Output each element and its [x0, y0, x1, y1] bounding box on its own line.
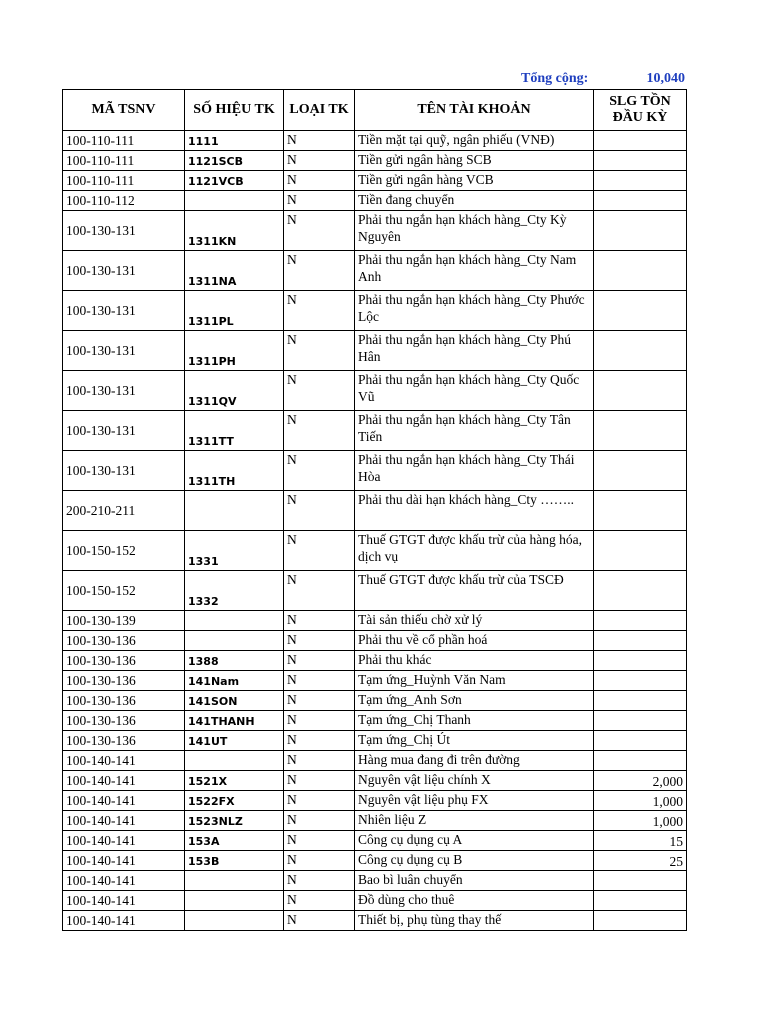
cell-so-hieu-tk: 1332 — [185, 571, 284, 611]
cell-slg-ton: 15 — [594, 831, 687, 851]
table-row — [63, 771, 687, 791]
cell-slg-ton: 2,000 — [594, 771, 687, 791]
table-row — [63, 731, 687, 751]
table-row — [63, 651, 687, 671]
cell-ten-tai-khoan: Phải thu khác — [355, 651, 594, 671]
cell-slg-ton — [594, 911, 687, 931]
cell-so-hieu-tk — [185, 891, 284, 911]
cell-loai-tk: N — [284, 331, 355, 371]
cell-so-hieu-tk: 1311PH — [185, 331, 284, 371]
table-row — [63, 491, 687, 531]
table-row — [63, 631, 687, 651]
cell-so-hieu-tk: 141UT — [185, 731, 284, 751]
cell-loai-tk: N — [284, 651, 355, 671]
cell-so-hieu-tk: 1311QV — [185, 371, 284, 411]
total-label: Tổng cộng: — [521, 71, 589, 86]
cell-slg-ton — [594, 631, 687, 651]
cell-slg-ton — [594, 711, 687, 731]
cell-so-hieu-tk: 1388 — [185, 651, 284, 671]
cell-ten-tai-khoan: Tài sản thiếu chờ xử lý — [355, 611, 594, 631]
cell-loai-tk: N — [284, 711, 355, 731]
cell-slg-ton — [594, 411, 687, 451]
cell-slg-ton — [594, 531, 687, 571]
cell-ten-tai-khoan: Tiền gửi ngân hàng VCB — [355, 171, 594, 191]
table-row — [63, 831, 687, 851]
cell-ten-tai-khoan: Phải thu ngắn hạn khách hàng_Cty Nam Anh — [355, 251, 594, 291]
cell-slg-ton — [594, 251, 687, 291]
cell-loai-tk: N — [284, 671, 355, 691]
cell-ten-tai-khoan: Phải thu ngắn hạn khách hàng_Cty Phước Lộc — [355, 291, 594, 331]
cell-loai-tk: N — [284, 811, 355, 831]
table-row — [63, 911, 687, 931]
cell-loai-tk: N — [284, 871, 355, 891]
cell-loai-tk: N — [284, 631, 355, 651]
cell-ten-tai-khoan: Đồ dùng cho thuê — [355, 891, 594, 911]
cell-loai-tk: N — [284, 251, 355, 291]
cell-loai-tk: N — [284, 751, 355, 771]
table-row — [63, 331, 687, 371]
cell-so-hieu-tk — [185, 631, 284, 651]
table-row — [63, 891, 687, 911]
header-slg-ton: SLG TỒN ĐẦU KỲ — [594, 90, 687, 131]
cell-ten-tai-khoan: Tiền đang chuyển — [355, 191, 594, 211]
table-row — [63, 291, 687, 331]
cell-slg-ton — [594, 731, 687, 751]
table-row — [63, 251, 687, 291]
cell-so-hieu-tk — [185, 871, 284, 891]
cell-ten-tai-khoan: Tạm ứng_Huỳnh Văn Nam — [355, 671, 594, 691]
cell-loai-tk: N — [284, 531, 355, 571]
cell-slg-ton — [594, 151, 687, 171]
table-row — [63, 171, 687, 191]
table-row — [63, 411, 687, 451]
cell-slg-ton — [594, 451, 687, 491]
table-row — [63, 451, 687, 491]
cell-ma-tsnv: 100-110-111 — [63, 171, 185, 191]
cell-so-hieu-tk — [185, 611, 284, 631]
cell-loai-tk: N — [284, 611, 355, 631]
table-row — [63, 811, 687, 831]
cell-slg-ton — [594, 211, 687, 251]
cell-ma-tsnv: 100-130-131 — [63, 251, 185, 291]
cell-ma-tsnv: 100-130-136 — [63, 651, 185, 671]
cell-so-hieu-tk: 1522FX — [185, 791, 284, 811]
cell-so-hieu-tk — [185, 911, 284, 931]
cell-slg-ton — [594, 671, 687, 691]
cell-so-hieu-tk: 1311TT — [185, 411, 284, 451]
cell-so-hieu-tk — [185, 751, 284, 771]
table-row — [63, 131, 687, 151]
cell-slg-ton — [594, 131, 687, 151]
cell-ten-tai-khoan: Bao bì luân chuyển — [355, 871, 594, 891]
cell-slg-ton — [594, 751, 687, 771]
cell-ma-tsnv: 100-150-152 — [63, 531, 185, 571]
cell-ma-tsnv: 100-130-131 — [63, 291, 185, 331]
cell-ma-tsnv: 100-140-141 — [63, 891, 185, 911]
cell-so-hieu-tk: 1121SCB — [185, 151, 284, 171]
cell-slg-ton — [594, 371, 687, 411]
cell-so-hieu-tk: 1311NA — [185, 251, 284, 291]
cell-slg-ton — [594, 331, 687, 371]
cell-ma-tsnv: 100-130-136 — [63, 631, 185, 651]
cell-loai-tk: N — [284, 851, 355, 871]
cell-loai-tk: N — [284, 371, 355, 411]
cell-ma-tsnv: 100-130-136 — [63, 711, 185, 731]
cell-slg-ton: 1,000 — [594, 791, 687, 811]
cell-loai-tk: N — [284, 771, 355, 791]
cell-loai-tk: N — [284, 131, 355, 151]
cell-ma-tsnv: 100-140-141 — [63, 771, 185, 791]
cell-ma-tsnv: 100-130-131 — [63, 211, 185, 251]
cell-so-hieu-tk: 1121VCB — [185, 171, 284, 191]
table-row — [63, 571, 687, 611]
cell-ten-tai-khoan: Thuế GTGT được khấu trừ của hàng hóa, dịch vụ — [355, 531, 594, 571]
cell-loai-tk: N — [284, 571, 355, 611]
cell-so-hieu-tk: 141THANH — [185, 711, 284, 731]
cell-ma-tsnv: 100-140-141 — [63, 871, 185, 891]
cell-ten-tai-khoan: Thuế GTGT được khấu trừ của TSCĐ — [355, 571, 594, 611]
cell-ma-tsnv: 100-140-141 — [63, 911, 185, 931]
cell-ten-tai-khoan: Hàng mua đang đi trên đường — [355, 751, 594, 771]
header-loai-tk: LOẠI TK — [284, 90, 355, 131]
header-ma-tsnv: MÃ TSNV — [63, 90, 185, 131]
cell-loai-tk: N — [284, 451, 355, 491]
cell-slg-ton — [594, 191, 687, 211]
cell-so-hieu-tk — [185, 191, 284, 211]
cell-ma-tsnv: 100-130-131 — [63, 331, 185, 371]
cell-ten-tai-khoan: Phải thu ngắn hạn khách hàng_Cty Quốc Vũ — [355, 371, 594, 411]
cell-so-hieu-tk: 1331 — [185, 531, 284, 571]
cell-ten-tai-khoan: Nhiên liệu Z — [355, 811, 594, 831]
cell-ma-tsnv: 200-210-211 — [63, 491, 185, 531]
table-row — [63, 531, 687, 571]
cell-slg-ton — [594, 871, 687, 891]
cell-loai-tk: N — [284, 171, 355, 191]
table-row — [63, 851, 687, 871]
cell-ten-tai-khoan: Nguyên vật liệu phụ FX — [355, 791, 594, 811]
table-row — [63, 371, 687, 411]
cell-slg-ton: 25 — [594, 851, 687, 871]
cell-so-hieu-tk: 153B — [185, 851, 284, 871]
cell-ten-tai-khoan: Tạm ứng_Anh Sơn — [355, 691, 594, 711]
cell-ten-tai-khoan: Phải thu dài hạn khách hàng_Cty …….. — [355, 491, 594, 531]
table-row — [63, 611, 687, 631]
cell-loai-tk: N — [284, 211, 355, 251]
cell-ma-tsnv: 100-110-111 — [63, 151, 185, 171]
cell-so-hieu-tk: 141SON — [185, 691, 284, 711]
account-table — [62, 89, 687, 931]
table-row — [63, 791, 687, 811]
table-row — [63, 751, 687, 771]
table-row — [63, 191, 687, 211]
cell-ten-tai-khoan: Tạm ứng_Chị Út — [355, 731, 594, 751]
cell-slg-ton: 1,000 — [594, 811, 687, 831]
total-summary — [0, 70, 768, 90]
cell-ten-tai-khoan: Phải thu về cổ phần hoá — [355, 631, 594, 651]
cell-ma-tsnv: 100-130-136 — [63, 671, 185, 691]
cell-ten-tai-khoan: Phải thu ngắn hạn khách hàng_Cty Phú Hân — [355, 331, 594, 371]
cell-ten-tai-khoan: Tiền gửi ngân hàng SCB — [355, 151, 594, 171]
cell-loai-tk: N — [284, 191, 355, 211]
cell-so-hieu-tk: 1523NLZ — [185, 811, 284, 831]
cell-ma-tsnv: 100-140-141 — [63, 831, 185, 851]
cell-ten-tai-khoan: Tạm ứng_Chị Thanh — [355, 711, 594, 731]
cell-loai-tk: N — [284, 411, 355, 451]
cell-ma-tsnv: 100-140-141 — [63, 751, 185, 771]
cell-ma-tsnv: 100-130-131 — [63, 411, 185, 451]
cell-slg-ton — [594, 571, 687, 611]
cell-ma-tsnv: 100-140-141 — [63, 851, 185, 871]
table-row — [63, 151, 687, 171]
cell-slg-ton — [594, 491, 687, 531]
cell-slg-ton — [594, 651, 687, 671]
cell-loai-tk: N — [284, 731, 355, 751]
cell-loai-tk: N — [284, 891, 355, 911]
cell-slg-ton — [594, 171, 687, 191]
cell-so-hieu-tk: 1311TH — [185, 451, 284, 491]
table-row — [63, 671, 687, 691]
cell-ma-tsnv: 100-150-152 — [63, 571, 185, 611]
cell-ten-tai-khoan: Tiền mặt tại quỹ, ngân phiếu (VNĐ) — [355, 131, 594, 151]
cell-so-hieu-tk: 153A — [185, 831, 284, 851]
table-row — [63, 211, 687, 251]
cell-loai-tk: N — [284, 291, 355, 331]
cell-ten-tai-khoan: Công cụ dụng cụ A — [355, 831, 594, 851]
cell-loai-tk: N — [284, 491, 355, 531]
cell-ma-tsnv: 100-140-141 — [63, 811, 185, 831]
header-so-hieu-tk: SỐ HIỆU TK — [185, 90, 284, 131]
header-ten-tai-khoan: TÊN TÀI KHOẢN — [355, 90, 594, 131]
cell-ten-tai-khoan: Thiết bị, phụ tùng thay thế — [355, 911, 594, 931]
table-row — [63, 691, 687, 711]
cell-ma-tsnv: 100-130-136 — [63, 731, 185, 751]
cell-ma-tsnv: 100-110-111 — [63, 131, 185, 151]
cell-ma-tsnv: 100-130-131 — [63, 451, 185, 491]
cell-ma-tsnv: 100-130-139 — [63, 611, 185, 631]
total-value: 10,040 — [646, 71, 685, 86]
cell-so-hieu-tk: 141Nam — [185, 671, 284, 691]
cell-ten-tai-khoan: Phải thu ngắn hạn khách hàng_Cty Tân Tiến — [355, 411, 594, 451]
cell-so-hieu-tk: 1311KN — [185, 211, 284, 251]
cell-ten-tai-khoan: Nguyên vật liệu chính X — [355, 771, 594, 791]
cell-slg-ton — [594, 891, 687, 911]
cell-loai-tk: N — [284, 911, 355, 931]
cell-loai-tk: N — [284, 831, 355, 851]
cell-slg-ton — [594, 691, 687, 711]
cell-slg-ton — [594, 611, 687, 631]
cell-ten-tai-khoan: Phải thu ngắn hạn khách hàng_Cty Kỳ Nguyên — [355, 211, 594, 251]
cell-loai-tk: N — [284, 151, 355, 171]
cell-so-hieu-tk — [185, 491, 284, 531]
cell-ma-tsnv: 100-140-141 — [63, 791, 185, 811]
table-row — [63, 871, 687, 891]
cell-ma-tsnv: 100-110-112 — [63, 191, 185, 211]
cell-ma-tsnv: 100-130-131 — [63, 371, 185, 411]
table-row — [63, 711, 687, 731]
cell-slg-ton — [594, 291, 687, 331]
cell-so-hieu-tk: 1111 — [185, 131, 284, 151]
cell-ten-tai-khoan: Phải thu ngắn hạn khách hàng_Cty Thái Hòa — [355, 451, 594, 491]
cell-ten-tai-khoan: Công cụ dụng cụ B — [355, 851, 594, 871]
header-row — [63, 90, 687, 131]
cell-so-hieu-tk: 1521X — [185, 771, 284, 791]
cell-ma-tsnv: 100-130-136 — [63, 691, 185, 711]
cell-so-hieu-tk: 1311PL — [185, 291, 284, 331]
cell-loai-tk: N — [284, 791, 355, 811]
cell-loai-tk: N — [284, 691, 355, 711]
